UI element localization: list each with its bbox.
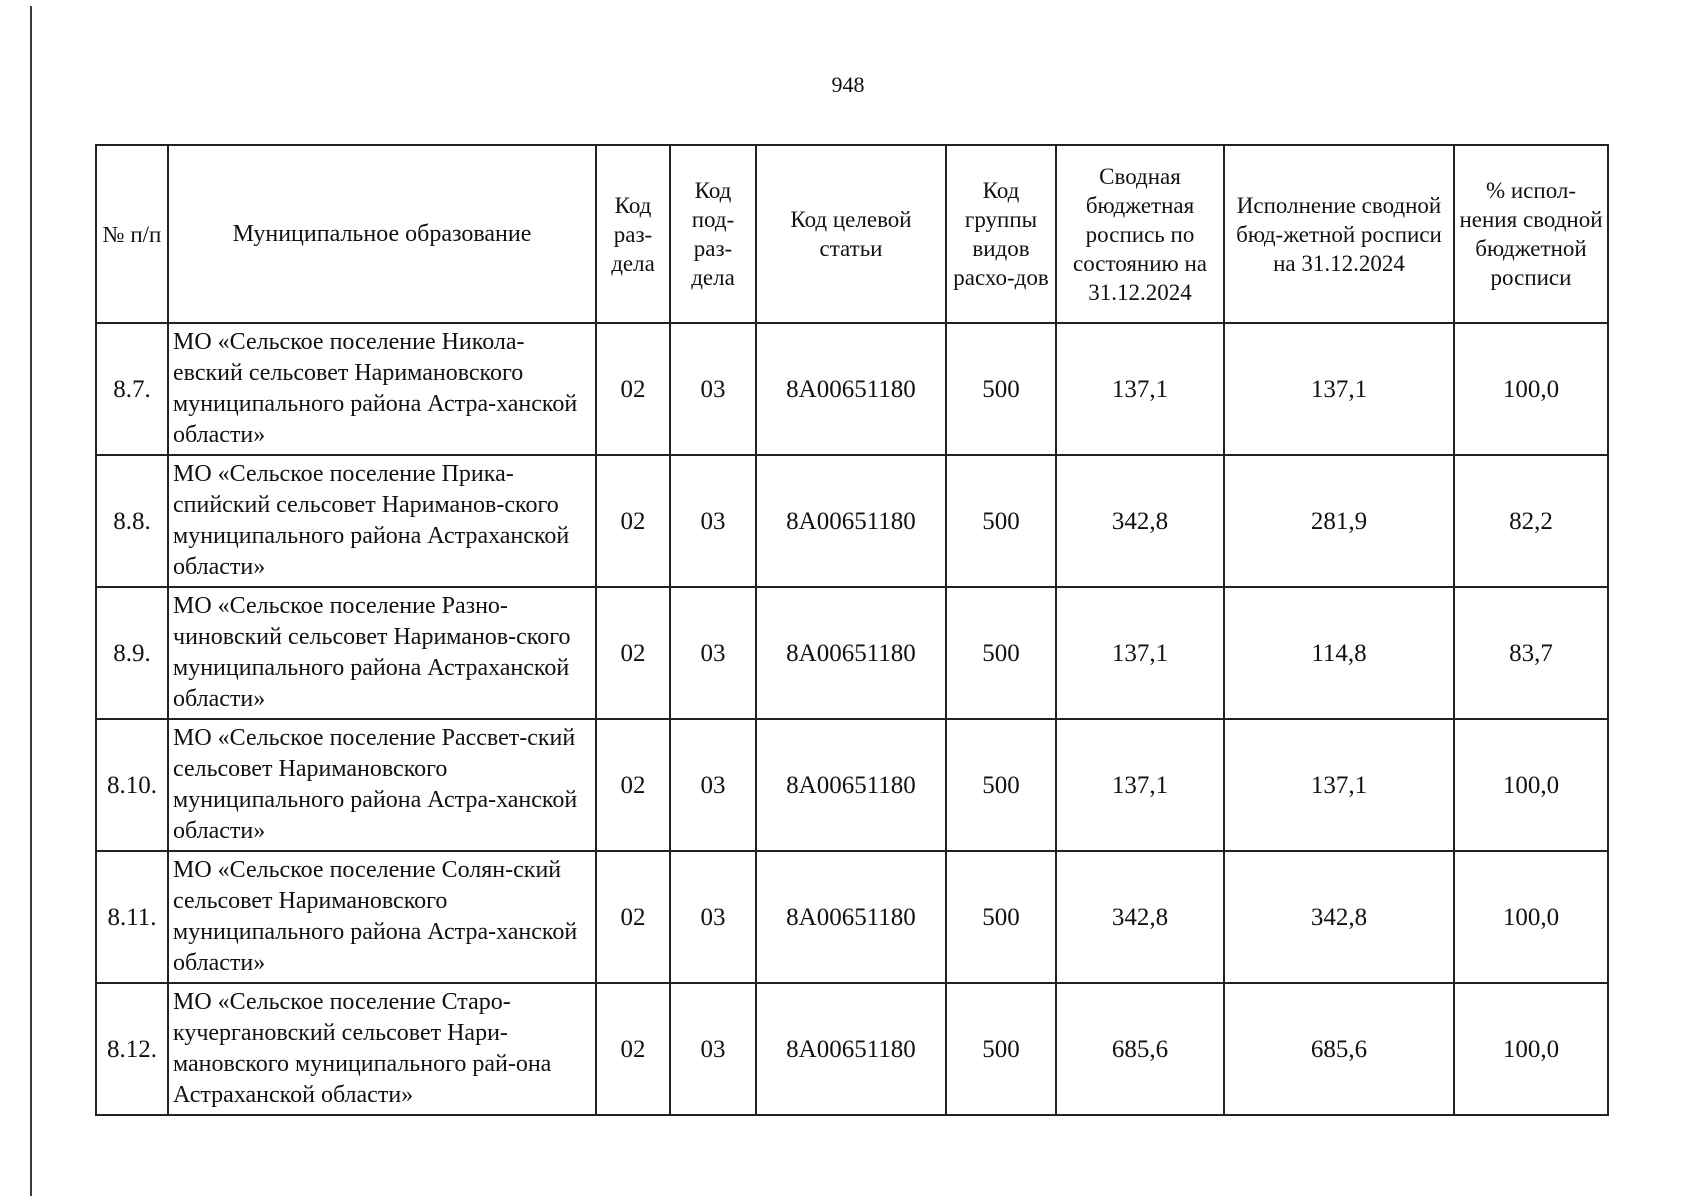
table-header-row <box>96 145 1608 323</box>
cell-municipality: МО «Сельское поселение Разно-чиновский сельсовет Нариманов-ского муниципального района Астраханской области» <box>168 587 596 719</box>
cell-expense-group-code: 500 <box>946 719 1056 851</box>
cell-num: 8.10. <box>96 719 168 851</box>
budget-execution-table <box>95 144 1609 1116</box>
table-row <box>96 851 1608 983</box>
cell-execution: 685,6 <box>1224 983 1454 1115</box>
header-section-code: Код раз-дела <box>596 145 670 323</box>
cell-execution: 281,9 <box>1224 455 1454 587</box>
cell-subsection-code: 03 <box>670 719 756 851</box>
cell-budget-list: 137,1 <box>1056 719 1224 851</box>
cell-section-code: 02 <box>596 587 670 719</box>
cell-target-article-code: 8А00651180 <box>756 455 946 587</box>
cell-num: 8.11. <box>96 851 168 983</box>
cell-budget-list: 342,8 <box>1056 455 1224 587</box>
cell-budget-list: 685,6 <box>1056 983 1224 1115</box>
cell-section-code: 02 <box>596 983 670 1115</box>
header-expense-group-code: Код группы видов расхо-дов <box>946 145 1056 323</box>
table-row <box>96 455 1608 587</box>
cell-execution-percent: 100,0 <box>1454 323 1608 455</box>
table-row <box>96 587 1608 719</box>
header-execution: Исполнение сводной бюд-жетной росписи на 31.12.2024 <box>1224 145 1454 323</box>
cell-budget-list: 342,8 <box>1056 851 1224 983</box>
cell-expense-group-code: 500 <box>946 323 1056 455</box>
header-target-article-code: Код целевой статьи <box>756 145 946 323</box>
cell-subsection-code: 03 <box>670 323 756 455</box>
cell-execution: 137,1 <box>1224 719 1454 851</box>
cell-budget-list: 137,1 <box>1056 587 1224 719</box>
table-row <box>96 983 1608 1115</box>
cell-section-code: 02 <box>596 455 670 587</box>
header-num: № п/п <box>96 145 168 323</box>
cell-execution-percent: 83,7 <box>1454 587 1608 719</box>
cell-subsection-code: 03 <box>670 851 756 983</box>
cell-num: 8.9. <box>96 587 168 719</box>
cell-subsection-code: 03 <box>670 587 756 719</box>
page-number <box>0 72 1696 98</box>
header-execution-percent: % испол-нения сводной бюджетной росписи <box>1454 145 1608 323</box>
cell-municipality: МО «Сельское поселение Никола-евский сельсовет Наримановского муниципального района Астра-ханской области» <box>168 323 596 455</box>
cell-budget-list: 137,1 <box>1056 323 1224 455</box>
cell-execution: 114,8 <box>1224 587 1454 719</box>
cell-municipality: МО «Сельское поселение Старо-кучергановский сельсовет Нари-мановского муниципального рай-она Астраханской области» <box>168 983 596 1115</box>
cell-num: 8.12. <box>96 983 168 1115</box>
cell-target-article-code: 8А00651180 <box>756 983 946 1115</box>
cell-municipality: МО «Сельское поселение Прика-спийский сельсовет Нариманов-ского муниципального района Астраханской области» <box>168 455 596 587</box>
cell-section-code: 02 <box>596 719 670 851</box>
cell-section-code: 02 <box>596 323 670 455</box>
table-row <box>96 323 1608 455</box>
cell-target-article-code: 8А00651180 <box>756 851 946 983</box>
cell-municipality: МО «Сельское поселение Солян-ский сельсовет Наримановского муниципального района Астра-ханской области» <box>168 851 596 983</box>
header-budget-list: Сводная бюджетная роспись по состоянию на 31.12.2024 <box>1056 145 1224 323</box>
cell-target-article-code: 8А00651180 <box>756 719 946 851</box>
cell-execution: 342,8 <box>1224 851 1454 983</box>
cell-num: 8.8. <box>96 455 168 587</box>
cell-subsection-code: 03 <box>670 455 756 587</box>
table-row <box>96 719 1608 851</box>
header-subsection-code: Код под-раз-дела <box>670 145 756 323</box>
page-number-text: 948 <box>831 72 865 97</box>
cell-execution-percent: 100,0 <box>1454 719 1608 851</box>
cell-section-code: 02 <box>596 851 670 983</box>
cell-execution: 137,1 <box>1224 323 1454 455</box>
cell-execution-percent: 100,0 <box>1454 851 1608 983</box>
cell-expense-group-code: 500 <box>946 851 1056 983</box>
cell-execution-percent: 100,0 <box>1454 983 1608 1115</box>
cell-municipality: МО «Сельское поселение Рассвет-ский сельсовет Наримановского муниципального района Астра-ханской области» <box>168 719 596 851</box>
cell-target-article-code: 8А00651180 <box>756 587 946 719</box>
cell-execution-percent: 82,2 <box>1454 455 1608 587</box>
cell-expense-group-code: 500 <box>946 455 1056 587</box>
cell-subsection-code: 03 <box>670 983 756 1115</box>
cell-num: 8.7. <box>96 323 168 455</box>
cell-expense-group-code: 500 <box>946 587 1056 719</box>
cell-target-article-code: 8А00651180 <box>756 323 946 455</box>
left-margin-line <box>30 6 32 1196</box>
header-municipality: Муниципальное образование <box>168 145 596 323</box>
cell-expense-group-code: 500 <box>946 983 1056 1115</box>
